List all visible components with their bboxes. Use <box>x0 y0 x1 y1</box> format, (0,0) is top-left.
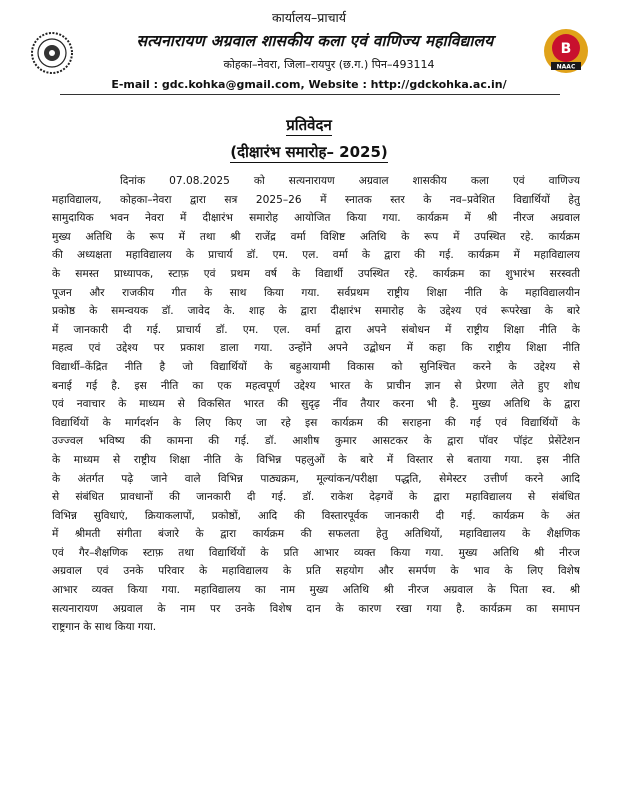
body-line: दिनांक 07.08.2025 को सत्यनारायण अग्रवाल शासकीय कला एवं वाणिज्य <box>120 175 580 187</box>
report-body <box>52 172 580 637</box>
body-line: विभिन्न सुविधाएं, क्रियाकलापों, प्रकोष्ठों, आदि की विस्तारपूर्वक जानकारी दी गई. कार्यक्रम के अंत <box>52 509 580 522</box>
office-label: कार्यालय–प्राचार्य <box>271 10 347 25</box>
body-line: प्रकोष्ठ के समन्वयक डॉ. जावेद के. शाह के द्वारा दीक्षारंभ समारोह के उद्देश्य एवं रूपरेखा के बारे <box>52 305 580 318</box>
naac-label: NAAC <box>556 63 576 71</box>
body-line: के समस्त प्राध्यापक, स्टाफ़ एवं प्रथम वर्ष के विद्यार्थी उपस्थित रहे. कार्यक्रम का शुभारंभ सरस्वती <box>52 267 580 280</box>
report-heading-text: प्रतिवेदन <box>286 116 332 134</box>
header-divider <box>60 94 560 95</box>
event-title-text: (दीक्षारंभ समारोह– 2025) <box>230 143 388 161</box>
body-line: अग्रवाल एवं उनके परिवार के महाविद्यालय के प्रति सहयोग और समर्पण के भाव के लिए विशेष <box>52 565 580 578</box>
body-line: से संबंधित प्रावधानों की जानकारी दी गई. डॉ. राकेश देढ़गवें के द्वारा महाविद्यालय से संबंधित <box>52 491 580 504</box>
body-line: मुख्य अतिथि के रूप में तथा श्री राजेंद्र वर्मा विशिष्ट अतिथि के रूप में उपस्थित रहे. कार्यक्रम <box>52 230 580 243</box>
body-line: बनाई गई है. इस नीति का एक महत्वपूर्ण उद्देश्य भारत के प्राचीन ज्ञान से प्रेरणा लेते हुए शोध <box>52 379 580 392</box>
body-line: की अध्यक्षता महाविद्यालय के प्राचार्य डॉ. एम. एल. वर्मा के द्वारा की गई. कार्यक्रम में महाविद्यालय <box>52 249 580 262</box>
contact-info: E-mail : gdc.kohka@gmail.com, Website : http://gdckohka.ac.in/ <box>111 78 507 91</box>
body-line: उज्ज्वल भविष्य की कामना की गई. डॉ. आशीष कुमार आसटकर के द्वारा पॉवर पॉइंट प्रेसेंटेशन <box>52 435 580 448</box>
naac-grade: B <box>560 41 572 57</box>
event-title <box>0 142 618 162</box>
body-line: सत्यनारायण अग्रवाल के नाम पर उनके विशेष दान के कारण रखा गया है. कार्यक्रम का समापन <box>52 602 580 615</box>
body-line: के माध्यम से राष्ट्रीय शिक्षा नीति के विभिन्न पहलुओं के बारे में विस्तार से बताया गया. इस नीति <box>52 453 580 466</box>
body-line: राष्ट्रगान के साथ किया गया. <box>52 621 157 634</box>
college-name: सत्यनारायण अग्रवाल शासकीय कला एवं वाणिज्य महाविद्यालय <box>136 32 494 50</box>
body-line: एवं नवाचार के माध्यम से विकसित भारत की सुदृढ़ नींव तैयार करना भी है. मुख्य अतिथि के द्वारा <box>52 398 580 411</box>
body-line: आभार व्यक्त किया गया. महाविद्यालय का नाम मुख्य अतिथि श्री नीरज अग्रवाल के पिता स्व. श्री <box>52 584 580 597</box>
body-line: महाविद्यालय, कोहका–नेवरा द्वारा सत्र 2025–26 में स्नातक स्तर के नव–प्रवेशित विद्यार्थियों हेतु <box>52 193 580 206</box>
college-address: कोहका–नेवरा, जिला–रायपुर (छ.ग.) पिन–493114 <box>223 58 435 71</box>
body-line: में जानकारी दी गई. प्राचार्य डॉ. एम. एल. वर्मा द्वारा अपने संबोधन में राष्ट्रीय शिक्षा नीति के <box>52 323 580 336</box>
body-line: सामुदायिक भवन नेवरा में दीक्षारंभ समारोह आयोजित किया गया. कार्यक्रम में श्री नीरज अग्रवाल <box>52 212 580 225</box>
body-line: महत्व एवं उद्देश्य पर प्रकाश डाला गया. उन्होंने अपने उद्बोधन में कहा कि राष्ट्रीय शिक्षा नीति <box>52 342 580 355</box>
body-line: में श्रीमती संगीता बंजारे के द्वारा कार्यक्रम की सफलता हेतु अतिथियों, महाविद्यालय के शैक्षणिक <box>52 528 580 541</box>
body-line: के अंतर्गत पढ़े जाने वाले विभिन्न पाठ्यक्रम, मूल्यांकन/परीक्षा पद्धति, सेमेस्टर उत्तीर्ण करने आदि <box>52 472 580 485</box>
report-heading <box>0 115 618 135</box>
body-line: विद्यार्थी–केंद्रित नीति है जो विद्यार्थियों के बहुआयामी विकास को सुनिश्चित करने के उद्देश्य से <box>52 360 580 373</box>
body-line: एवं गैर–शैक्षणिक स्टाफ़ तथा विद्यार्थियों के प्रति आभार व्यक्त किया गया. मुख्य अतिथि श्री नीरज <box>52 546 580 559</box>
body-line: पूजन और राजकीय गीत के साथ किया गया. सर्वप्रथम राष्ट्रीय शिक्षा नीति के महाविद्यालयीन <box>52 286 580 299</box>
body-line: विद्यार्थियों के मार्गदर्शन के लिए किए जा रहे इस कार्यक्रम की सराहना की गई एवं विद्यार्थियों के <box>52 416 580 429</box>
